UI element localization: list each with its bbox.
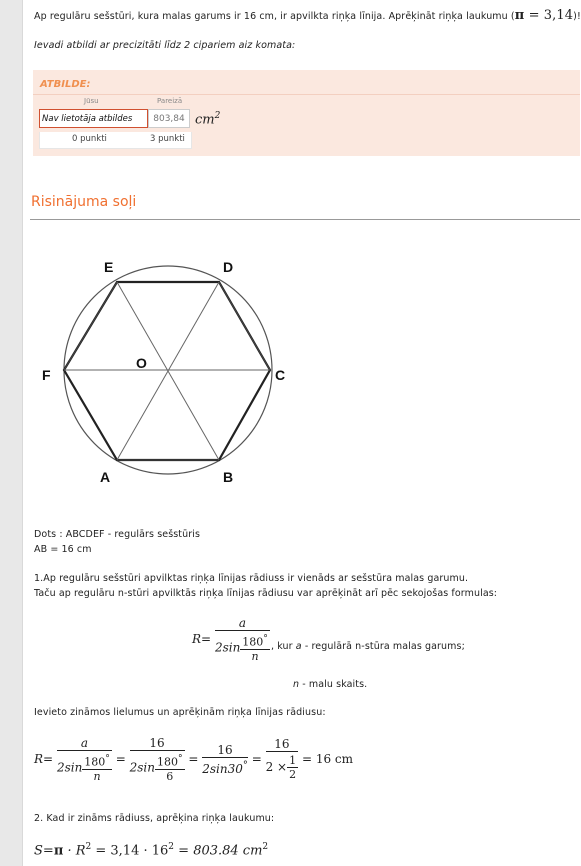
calc-frac1-angle-den: n	[93, 769, 101, 783]
triangle-side-fe	[64, 282, 117, 370]
unit-text: cm	[195, 112, 215, 128]
formula-explanation	[271, 641, 465, 652]
pi-symbol: π	[514, 8, 525, 23]
calc-frac2-den-sin: 2sin	[129, 760, 155, 775]
answer-panel	[33, 70, 580, 156]
calc-frac4-den-mult: 2 ×	[265, 760, 288, 775]
radius-calculation: R= a 2sin $\frac{180^\circ}{n}$ = 16 2sin $\frac{180^\circ}{6}$ = $\frac{16}{2\sin 30^\circ}$ = 16 2 × $\frac{1}{2}$ = 16 cm	[34, 736, 354, 783]
calc-frac1-angle-value: 180	[84, 755, 106, 769]
answer-separator	[33, 94, 580, 95]
label-F: F	[42, 367, 51, 383]
formula-n-desc: - malu skaits.	[299, 679, 368, 690]
formula-angle-value: 180	[242, 635, 264, 649]
section-divider	[30, 219, 580, 220]
calc-frac4-den	[266, 752, 299, 781]
formula-a-symbol: a	[295, 641, 302, 652]
solution-title: Risinājuma soļi	[31, 194, 137, 210]
calc-frac2-num: 16	[130, 736, 185, 751]
step2-text: 2. Kad ir zināms rādiuss, aprēķina riņķa laukumu:	[34, 813, 275, 824]
user-answer-field[interactable]: Nav lietotāja atbildes	[39, 109, 148, 128]
left-sidebar	[0, 0, 23, 866]
hexagon-outline	[64, 282, 270, 460]
label-D: D	[223, 259, 234, 275]
calc-frac4	[266, 737, 299, 781]
calc-frac3-den	[202, 758, 248, 776]
user-points: 0 punkti	[72, 134, 107, 144]
calc-frac2-angle-value: 180	[156, 755, 178, 769]
calc-frac2-angle-den: 6	[166, 769, 174, 783]
calc-frac3-den-value: 2sin30	[202, 761, 243, 776]
area-result: = 803.84 cm	[174, 843, 263, 859]
formula-a-desc: - regulārā n-stūra malas garums;	[301, 641, 465, 652]
formula-n-symbol: n	[293, 679, 300, 690]
label-O: O	[136, 355, 147, 371]
formula-denominator	[215, 631, 270, 663]
problem-line1-end: )!	[573, 11, 581, 22]
calc-frac1-degree: °	[105, 753, 110, 764]
formula-fraction	[215, 616, 270, 663]
col-yours-header: Jūsu	[84, 97, 99, 105]
formula-angle-numerator	[240, 633, 270, 650]
formula-numerator: a	[215, 616, 270, 631]
given-line2: AB = 16 cm	[34, 544, 92, 555]
step1-line1: 1.Ap regulāru sešstūri apvilktas riņķa līnijas rādiuss ir vienāds ar sešstūra malas garumu.	[34, 573, 469, 584]
calc-frac2-angle-num	[155, 753, 185, 770]
formula-n-explanation	[293, 679, 367, 690]
area-result-exp: 2	[262, 842, 269, 852]
area-pi: π	[53, 843, 64, 859]
calc-frac1	[57, 736, 112, 783]
correct-answer-field: 803,84	[148, 109, 190, 128]
calc-frac2-angle	[155, 753, 185, 783]
answer-title: ATBILDE:	[40, 79, 91, 90]
calc-frac3-degree: °	[242, 759, 248, 771]
calc-frac1-den	[57, 751, 112, 783]
area-sub: = 3,14 · 16	[91, 843, 169, 859]
area-r-exp: 2	[85, 842, 92, 852]
label-A: A	[100, 469, 111, 485]
correct-points: 3 punkti	[150, 134, 185, 144]
unit-exponent: 2	[214, 111, 221, 121]
answer-unit	[195, 111, 220, 127]
calc-frac3	[202, 743, 248, 776]
points-row	[39, 132, 192, 149]
problem-text	[34, 8, 581, 23]
radius-formula: R= a 2sin $\frac{180^\circ}{n}$	[192, 616, 268, 663]
area-lhs: S	[34, 843, 43, 859]
calc-half	[287, 754, 298, 781]
pi-value: = 3,14	[524, 8, 574, 23]
formula-lhs: R	[192, 631, 202, 646]
formula-den-sin: 2sin	[214, 640, 241, 655]
calc-lhs: R	[34, 751, 44, 766]
hexagon-figure	[42, 250, 320, 490]
formula-angle-fraction	[240, 633, 270, 663]
area-eq: =	[42, 843, 54, 859]
calc-frac3-num: 16	[202, 743, 248, 758]
calc-frac1-den-sin: 2sin	[56, 760, 83, 775]
calc-frac2-degree: °	[177, 753, 183, 764]
calc-result: = 16 cm	[301, 751, 354, 766]
calc-frac1-angle-num	[82, 753, 112, 770]
calc-half-den: 2	[289, 768, 297, 782]
area-sub-exp: 2	[168, 842, 175, 852]
calc-frac4-num: 16	[266, 737, 299, 752]
calc-frac1-angle	[82, 753, 112, 783]
calc-half-num: 1	[289, 754, 297, 768]
formula-kur: , kur	[271, 641, 296, 652]
area-r: · R	[63, 843, 86, 859]
col-correct-header: Pareizā	[157, 97, 183, 105]
area-formula	[34, 842, 268, 858]
given-line1: Dots : ABCDEF - regulārs sešstūris	[34, 529, 201, 540]
label-E: E	[104, 259, 114, 275]
calc-frac2-den	[130, 751, 185, 783]
label-C: C	[275, 367, 286, 383]
precision-instruction: Ievadi atbildi ar precizitāti līdz 2 cipariem aiz komata:	[34, 40, 296, 51]
formula-angle-denominator: n	[251, 649, 259, 663]
step1-line3: Ievieto zināmos lielumus un aprēķinām riņķa līnijas rādiusu:	[34, 707, 326, 718]
problem-line1: Ap regulāru sešstūri, kura malas garums ir 16 cm, ir apvilkta riņķa līnija. Aprēķināt riņķa laukumu (	[34, 11, 515, 22]
formula-degree: °	[263, 633, 268, 644]
calc-frac2	[130, 736, 185, 783]
calc-frac1-num: a	[57, 736, 112, 751]
label-B: B	[223, 469, 234, 485]
step1-line2: Taču ap regulāru n-stūri apvilktās riņķa līnijas rādiusu var aprēķināt arī pēc sekojošas formulas:	[34, 588, 498, 599]
